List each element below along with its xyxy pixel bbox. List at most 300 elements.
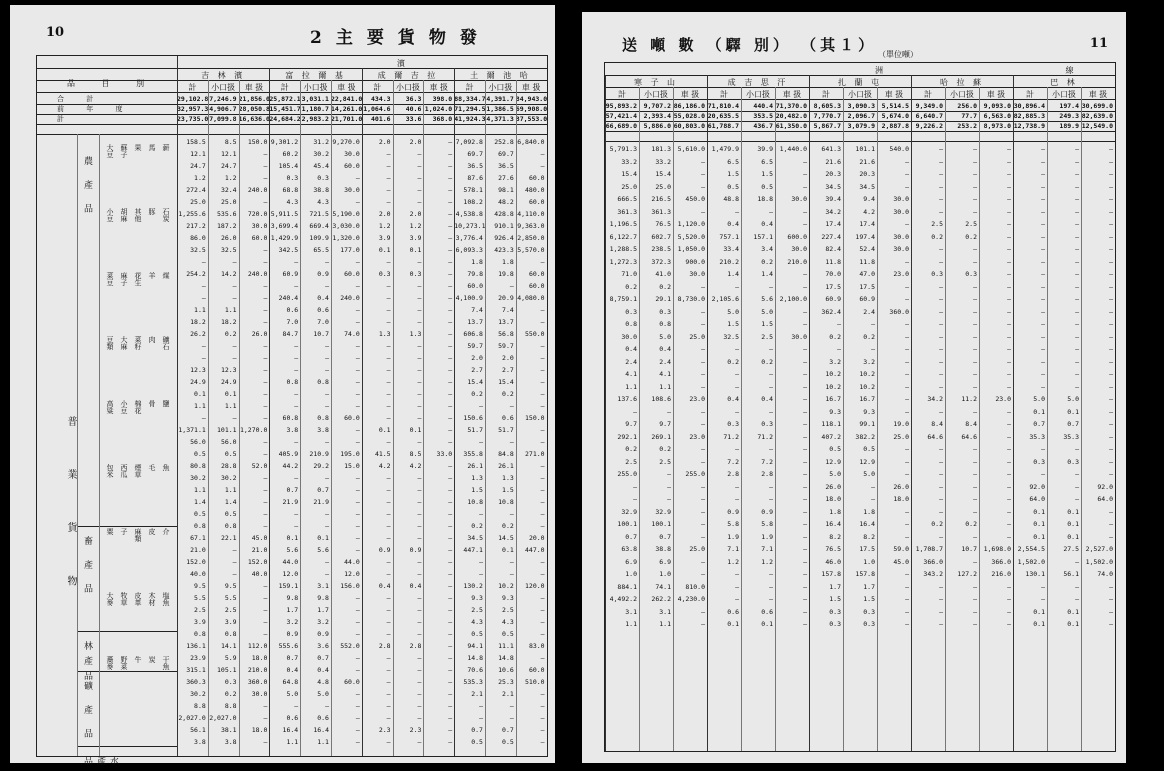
table-cell: — (1007, 320, 1011, 328)
table-cell: — (417, 174, 422, 182)
table-cell: — (735, 207, 739, 216)
table-cell: 405.9 (278, 450, 299, 458)
subcol-header: 計 (373, 83, 382, 92)
table-cell: — (905, 332, 909, 341)
summary-value: 5,867.7 (813, 122, 841, 130)
table-cell: — (803, 607, 807, 616)
category-rule (77, 631, 177, 632)
table-cell: — (1007, 420, 1011, 428)
table-cell: — (355, 282, 360, 290)
summary-value: 30,699.0 (1081, 102, 1113, 110)
table-cell: 10.2 (859, 382, 875, 391)
summary-value: 61,350.0 (775, 122, 807, 130)
table-cell: — (355, 438, 360, 446)
table-cell: — (417, 558, 422, 566)
table-cell: — (294, 354, 299, 362)
table-cell: 555.6 (278, 642, 299, 650)
table-cell: — (386, 318, 391, 326)
table-cell: 2.0 (378, 138, 391, 146)
table-cell: 30.0 (893, 232, 909, 241)
table-cell: 10.8 (498, 498, 514, 506)
column-rule (809, 75, 810, 751)
table-cell: 1.3 (378, 330, 391, 338)
table-cell: — (1007, 445, 1011, 453)
table-cell: 0.2 (965, 520, 977, 528)
table-cell: 39.9 (757, 145, 773, 153)
table-cell: 13.7 (467, 318, 483, 326)
table-cell: 4.2 (863, 207, 875, 216)
table-cell: 12.3 (220, 366, 237, 374)
table-cell: — (973, 595, 977, 603)
left-page (10, 5, 555, 771)
table-cell: 36.5 (467, 162, 483, 170)
table-cell: 157.8 (821, 570, 841, 578)
table-cell: — (479, 402, 483, 410)
table-cell: 447.0 (525, 546, 545, 554)
subcol-header: 小口扱 (950, 90, 974, 99)
table-cell: 6.5 (761, 157, 773, 166)
table-cell: — (1075, 357, 1079, 366)
table-cell: 428.8 (494, 210, 514, 218)
table-cell: — (803, 207, 807, 216)
summary-value: 5,674.0 (881, 112, 909, 120)
table-cell: — (417, 738, 422, 746)
table-cell: 602.7 (651, 232, 671, 241)
table-cell: 152.0 (247, 558, 268, 566)
table-cell: 1.9 (727, 532, 739, 541)
table-cell: — (1075, 307, 1079, 316)
table-cell: 2.0 (378, 210, 391, 218)
table-cell: — (1007, 345, 1011, 353)
table-cell: 240.0 (340, 294, 360, 302)
table-cell: 18.2 (190, 318, 206, 326)
table-cell: — (871, 482, 875, 491)
table-cell: 240.0 (247, 186, 268, 194)
table-cell: — (294, 702, 299, 710)
table-cell: 4,080.0 (517, 294, 545, 302)
table-cell: 7.2 (761, 457, 773, 466)
table-cell: — (803, 182, 807, 191)
summary-value: 60,803.0 (673, 122, 705, 130)
table-cell: 60.0 (344, 414, 360, 422)
table-cell: 360.3 (186, 678, 206, 686)
table-cell: — (973, 507, 977, 516)
table-cell: — (325, 510, 329, 518)
table-cell: 60.0 (528, 666, 545, 674)
table-cell: — (1109, 257, 1113, 266)
table-cell: 18.0 (893, 495, 909, 503)
subcol-header: 計 (465, 83, 474, 92)
table-cell: — (1007, 295, 1011, 303)
table-cell: — (905, 295, 909, 303)
table-cell: — (540, 390, 545, 398)
table-cell: 1.2 (224, 174, 237, 182)
station-header: 扎 蘭 屯 (837, 78, 883, 87)
table-cell: — (263, 618, 268, 626)
column-rule (454, 68, 455, 756)
table-cell: 26.0 (893, 482, 909, 491)
table-cell: 70.6 (467, 666, 483, 674)
item-label: 塩魚 (162, 592, 170, 606)
table-cell: 187.2 (217, 222, 237, 230)
table-cell: — (1075, 220, 1079, 228)
table-cell: 0.3 (931, 270, 943, 278)
table-cell: — (448, 390, 453, 398)
column-rule (741, 87, 742, 751)
table-cell: — (735, 445, 739, 453)
table-cell: 1.1 (224, 306, 237, 314)
table-cell: — (448, 294, 453, 302)
table-cell: — (701, 507, 705, 516)
table-cell: — (803, 432, 807, 441)
table-cell: 1.2 (378, 222, 391, 230)
table-cell: — (448, 654, 453, 662)
summary-value: 440.4 (753, 102, 773, 110)
table-cell: 60.0 (344, 162, 360, 170)
table-cell: — (973, 582, 977, 591)
table-cell: 0.5 (224, 510, 237, 518)
table-cell: 3,030.0 (332, 222, 360, 230)
table-cell: — (973, 295, 977, 303)
table-cell: 15.4 (621, 170, 637, 178)
table-cell: 3.9 (224, 618, 237, 626)
table-cell: — (1007, 595, 1011, 603)
table-cell: 0.5 (502, 738, 514, 746)
table-cell: — (1109, 382, 1113, 391)
table-cell: 94.1 (467, 642, 483, 650)
table-cell: — (939, 207, 943, 216)
table-cell: 0.8 (625, 320, 637, 328)
table-cell: 0.6 (727, 607, 739, 616)
column-rule (300, 80, 301, 756)
item-label: 皮 (148, 528, 156, 535)
subcol-header: 車 扱 (884, 90, 904, 99)
table-cell: — (386, 654, 391, 662)
table-cell: 16.4 (825, 520, 841, 528)
major-category: 普 業 貨 物 (65, 416, 76, 606)
table-cell: 0.2 (659, 445, 671, 453)
table-cell: 74.0 (344, 330, 360, 338)
table-cell: — (735, 595, 739, 603)
table-cell: — (1075, 557, 1079, 566)
table-cell: — (448, 222, 453, 230)
table-cell: 8.5 (224, 138, 237, 146)
column-rule (516, 80, 517, 756)
table-cell: 5.8 (761, 520, 773, 528)
table-cell: 16.7 (859, 395, 875, 403)
summary-value: 2,887.8 (881, 122, 909, 130)
table-cell: — (448, 522, 453, 530)
table-cell: — (905, 257, 909, 266)
table-cell: 64.6 (927, 432, 943, 441)
table-cell: 0.2 (471, 522, 483, 530)
table-cell: 8,730.0 (677, 295, 705, 303)
table-cell: — (1007, 245, 1011, 253)
table-cell: 26.2 (190, 330, 206, 338)
table-cell: 156.0 (340, 582, 360, 590)
table-cell: 216.0 (991, 570, 1011, 578)
item-label: 包米 (106, 464, 114, 478)
table-cell: — (355, 714, 360, 722)
summary-value: 23,735.0 (177, 115, 209, 123)
table-cell: 150.0 (247, 138, 268, 146)
table-cell: — (939, 382, 943, 391)
table-cell: — (1075, 282, 1079, 291)
table-cell: — (540, 258, 545, 266)
table-cell: — (1109, 445, 1113, 453)
table-cell: 20.0 (528, 534, 545, 542)
table-cell: 60.0 (467, 282, 483, 290)
table-cell: — (201, 294, 206, 302)
table-cell: — (1041, 270, 1045, 278)
table-cell: 1.1 (224, 402, 237, 410)
table-cell: 5,791.3 (609, 145, 637, 153)
table-cell: 32.5 (723, 332, 739, 341)
summary-value: 82,639.0 (1081, 112, 1113, 120)
table-cell: — (448, 462, 453, 470)
table-cell: — (1007, 220, 1011, 228)
table-cell: 578.1 (463, 186, 483, 194)
table-cell: 45.0 (251, 534, 268, 542)
summary-value: 95,893.2 (605, 102, 637, 110)
table-cell: 1.0 (625, 570, 637, 578)
table-cell: 5,610.0 (677, 145, 705, 153)
table-cell: — (1041, 320, 1045, 328)
table-cell: 35.3 (1029, 432, 1045, 441)
table-cell: — (355, 618, 360, 626)
table-cell: 40.0 (251, 570, 268, 578)
table-cell: 25.3 (498, 678, 514, 686)
table-cell: 59.7 (498, 342, 514, 350)
table-cell: 60.0 (528, 270, 545, 278)
table-cell: — (417, 438, 422, 446)
table-cell: 4.3 (471, 618, 483, 626)
table-cell: — (448, 150, 453, 158)
right-page (582, 12, 1164, 763)
table-cell: — (973, 495, 977, 503)
table-cell: 30.0 (621, 332, 637, 341)
table-cell: 11.8 (825, 257, 841, 266)
table-cell: 30.2 (190, 474, 206, 482)
table-cell: 2.0 (502, 354, 514, 362)
table-cell: 8.4 (965, 420, 977, 428)
summary-value: 41,924.3 (454, 115, 486, 123)
table-cell: — (1109, 457, 1113, 466)
table-cell: — (837, 320, 841, 328)
table-cell: 13.7 (498, 318, 514, 326)
table-cell: — (1075, 382, 1079, 391)
summary-value: 29,102.8 (177, 95, 209, 103)
table-cell: — (355, 666, 360, 674)
table-cell: 56.0 (190, 438, 206, 446)
table-cell: 52.4 (859, 245, 875, 253)
station-header: 巴 林 (1050, 78, 1078, 87)
table-cell: — (939, 607, 943, 616)
table-cell: 1.1 (194, 306, 206, 314)
table-cell: 30.0 (791, 332, 807, 341)
item-label: 子 (120, 528, 128, 535)
table-cell: — (939, 245, 943, 253)
table-cell: — (803, 270, 807, 278)
table-cell: — (355, 306, 360, 314)
table-cell: 51.7 (498, 426, 514, 434)
table-cell: 4,538.8 (455, 210, 483, 218)
table-cell: 3.4 (761, 245, 773, 253)
table-cell: 23.0 (893, 270, 909, 278)
table-cell: 10.2 (825, 382, 841, 391)
table-cell: — (386, 390, 391, 398)
table-cell: 4.2 (409, 462, 422, 470)
table-cell: 60.0 (528, 174, 545, 182)
summary-value: 189.9 (1059, 122, 1079, 130)
table-cell: — (633, 495, 637, 503)
table-cell: 1,502.0 (1017, 557, 1045, 566)
table-cell: — (1109, 582, 1113, 591)
table-cell: 17.4 (825, 220, 841, 228)
table-cell: 0.9 (409, 546, 422, 554)
table-cell: — (701, 320, 705, 328)
table-cell: 0.4 (659, 345, 671, 353)
table-cell: — (201, 258, 206, 266)
summary-rule (37, 134, 547, 135)
table-cell: 3.8 (317, 426, 329, 434)
table-cell: — (540, 522, 545, 530)
table-cell: — (448, 426, 453, 434)
station-header: 寒 子 山 (633, 78, 679, 87)
table-cell: — (1075, 257, 1079, 266)
summary-value: 5,886.0 (643, 122, 671, 130)
table-cell: — (735, 582, 739, 591)
table-cell: 2.8 (378, 642, 391, 650)
table-cell: 38.8 (313, 186, 329, 194)
table-cell: — (386, 186, 391, 194)
table-cell: 254.2 (186, 270, 206, 278)
table-cell: 24.7 (190, 162, 206, 170)
table-cell: 5.0 (1033, 395, 1045, 403)
table-cell: — (1007, 357, 1011, 366)
column-rule (1081, 87, 1082, 751)
table-cell: — (973, 332, 977, 341)
table-cell: 0.2 (829, 332, 841, 341)
table-cell: 9.5 (194, 582, 206, 590)
table-cell: — (803, 445, 807, 453)
table-cell: — (417, 486, 422, 494)
summary-value: 436.7 (753, 122, 773, 130)
table-cell: — (232, 258, 237, 266)
table-cell: — (837, 345, 841, 353)
table-cell: — (448, 438, 453, 446)
table-cell: 108.2 (463, 198, 483, 206)
table-cell: 450.0 (685, 195, 705, 203)
table-cell: — (509, 510, 514, 518)
table-cell: — (1075, 445, 1079, 453)
table-cell: — (355, 546, 360, 554)
table-cell: — (1075, 232, 1079, 241)
table-cell: — (633, 482, 637, 491)
table-cell: — (232, 546, 237, 554)
summary-value: 22,841.0 (331, 95, 363, 103)
table-cell: 3,776.4 (455, 234, 483, 242)
table-cell: 25.0 (893, 432, 909, 441)
table-cell: 60.9 (825, 295, 841, 303)
table-cell: 64.0 (1029, 495, 1045, 503)
table-cell: 27.5 (1063, 545, 1079, 553)
table-cell: — (905, 520, 909, 528)
category-rule (77, 671, 177, 672)
table-cell: 362.4 (821, 307, 841, 316)
table-cell: — (448, 402, 453, 410)
table-cell: 0.9 (727, 507, 739, 516)
table-cell: — (355, 594, 360, 602)
category-label: 林產品 (82, 641, 92, 686)
table-cell: — (263, 378, 268, 386)
table-cell: 159.1 (278, 582, 299, 590)
table-cell: 1.7 (863, 582, 875, 591)
table-cell: — (355, 378, 360, 386)
table-cell: — (803, 320, 807, 328)
table-cell: 510.0 (525, 678, 545, 686)
table-cell: — (417, 498, 422, 506)
table-cell: 1.8 (863, 507, 875, 516)
table-cell: — (1041, 170, 1045, 178)
table-cell: — (973, 170, 977, 178)
table-cell: — (1109, 432, 1113, 441)
table-cell: — (1075, 345, 1079, 353)
table-cell: 4.3 (317, 198, 329, 206)
table-cell: — (448, 234, 453, 242)
table-cell: — (448, 318, 453, 326)
table-cell: 292.1 (617, 432, 637, 441)
table-cell: 355.8 (463, 450, 483, 458)
table-cell: — (386, 510, 391, 518)
table-cell: 82.4 (825, 245, 841, 253)
table-cell: — (1109, 520, 1113, 528)
table-cell: — (417, 378, 422, 386)
table-cell: 2.0 (409, 210, 422, 218)
item-label: 小豆 (106, 208, 114, 222)
summary-value: 368.0 (432, 115, 453, 123)
table-cell: 5.5 (224, 594, 237, 602)
table-cell: — (1007, 232, 1011, 241)
table-cell: 21.0 (190, 546, 206, 554)
table-cell: — (803, 545, 807, 553)
table-cell: — (1007, 532, 1011, 541)
table-cell: — (769, 495, 773, 503)
station-header: 吉 林 濱 (201, 71, 246, 80)
table-cell: 32.9 (621, 507, 637, 516)
table-cell: 2,850.0 (517, 234, 545, 242)
header-rule (605, 87, 1115, 88)
table-cell: — (803, 470, 807, 478)
table-cell: — (735, 345, 739, 353)
table-cell: — (1041, 257, 1045, 266)
table-cell: 3.9 (194, 618, 206, 626)
table-cell: — (1109, 395, 1113, 403)
table-cell: — (263, 414, 268, 422)
table-cell: — (325, 282, 329, 290)
table-cell: — (417, 282, 422, 290)
table-cell: 8.8 (194, 702, 206, 710)
table-cell: 60.9 (282, 270, 299, 278)
table-cell: — (905, 182, 909, 191)
category-rule (77, 134, 78, 756)
table-cell: 0.5 (194, 510, 206, 518)
table-cell: — (232, 294, 237, 302)
table-cell: 1.8 (471, 258, 483, 266)
table-cell: — (905, 170, 909, 178)
table-cell: 0.1 (1067, 520, 1079, 528)
column-rule (707, 75, 708, 751)
